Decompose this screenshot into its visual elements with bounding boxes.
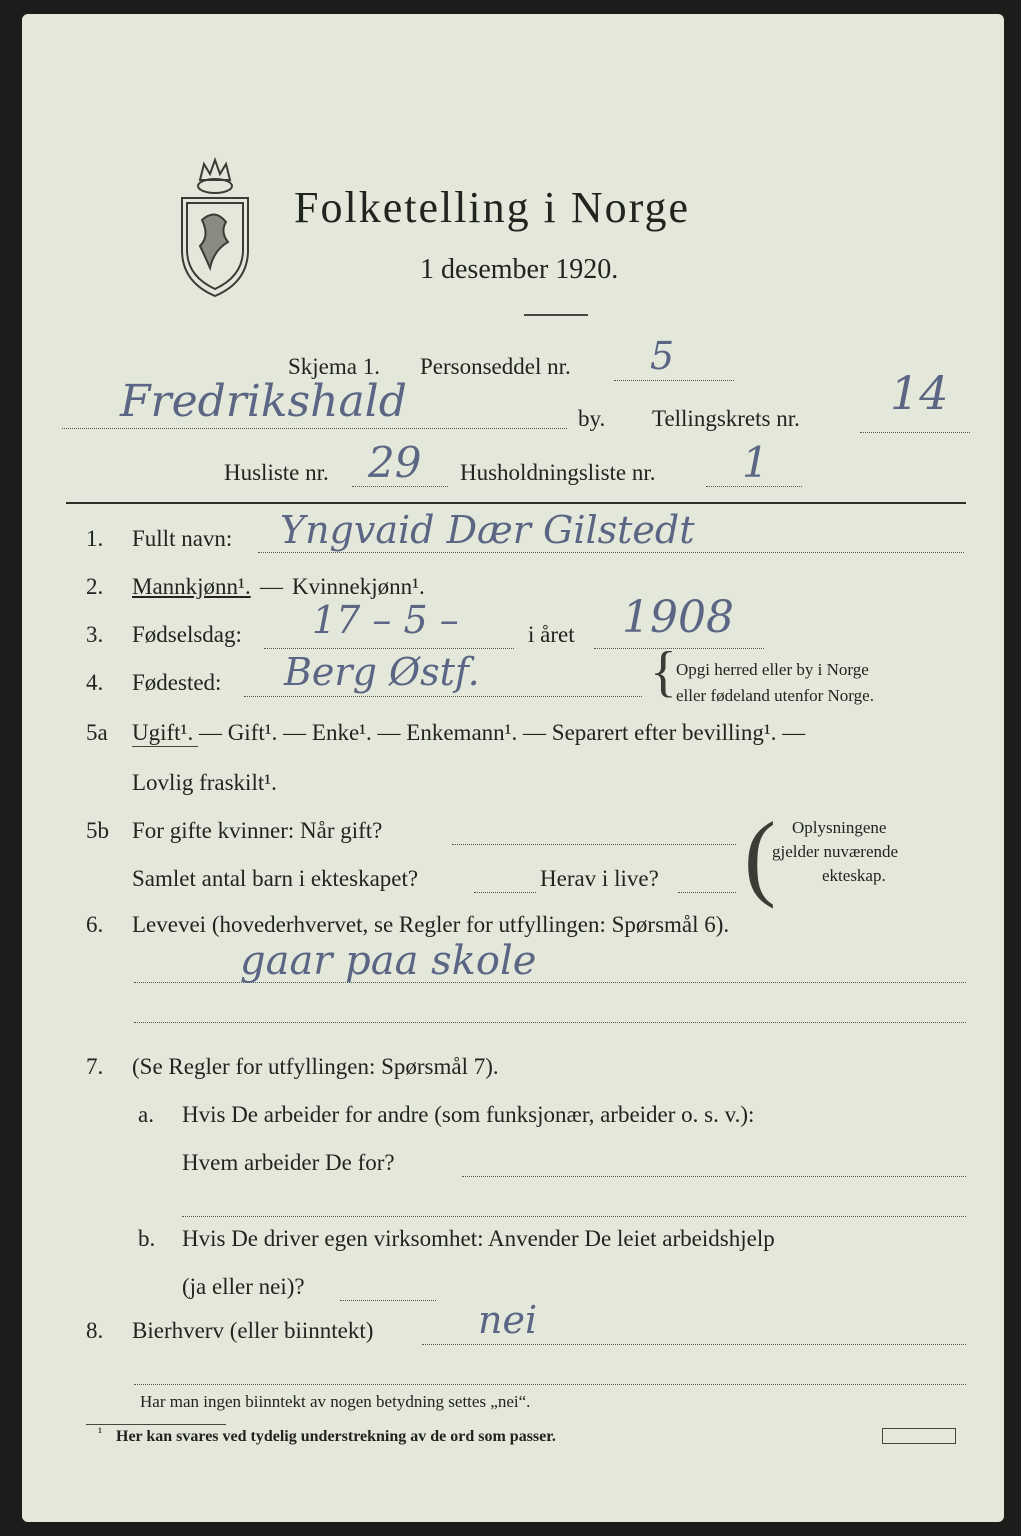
husliste-label: Husliste nr.	[224, 460, 329, 485]
q6-label: Levevei (hovederhvervet, se Regler for utfyllingen: Spørsmål 6).	[132, 912, 730, 937]
q7a-line1: Hvis De arbeider for andre (som funksjonær, arbeider o. s. v.):	[182, 1102, 755, 1127]
q8-value[interactable]: nei	[478, 1298, 538, 1342]
q2-number: 2.	[86, 574, 104, 599]
q7-label: (Se Regler for utfyllingen: Spørsmål 7).	[132, 1054, 499, 1079]
q5b-number: 5b	[86, 818, 109, 843]
q5b-note-line3: ekteskap.	[822, 866, 886, 885]
q2-kvinne[interactable]: Kvinnekjønn¹.	[292, 574, 425, 599]
personseddel-value[interactable]: 5	[650, 334, 675, 378]
q7a-line2: Hvem arbeider De for?	[182, 1150, 395, 1175]
q5b-note-line1: Oplysningene	[792, 818, 887, 837]
q5b-brace: (	[744, 802, 776, 909]
skjema-label: Skjema 1.	[288, 354, 380, 379]
q2-mann[interactable]: Mannkjønn¹.	[132, 574, 251, 599]
q7b-line[interactable]	[340, 1300, 436, 1301]
footnote-marker: ¹	[98, 1426, 103, 1441]
q7b-line1: Hvis De driver egen virksomhet: Anvender De leiet arbeidshjelp	[182, 1226, 775, 1251]
tellingskrets-value[interactable]: 14	[890, 366, 949, 420]
q3-number: 3.	[86, 622, 104, 647]
husholdningsliste-value[interactable]: 1	[742, 438, 769, 487]
husholdningsliste-label: Husholdningsliste nr.	[460, 460, 656, 485]
q7a-letter: a.	[138, 1102, 154, 1127]
q5b-herav-line	[678, 892, 736, 893]
q2-separator: —	[260, 574, 283, 599]
coat-of-arms-icon	[170, 150, 260, 300]
q3-aaret-label: i året	[528, 622, 575, 647]
q5b-line1-label: For gifte kvinner: Når gift?	[132, 818, 383, 843]
personseddel-line	[614, 380, 734, 381]
personseddel-label: Personseddel nr.	[420, 354, 571, 379]
tellingskrets-label: Tellingskrets nr.	[652, 406, 800, 431]
header-divider	[66, 502, 966, 504]
q3-line	[264, 648, 514, 649]
title-divider	[524, 314, 588, 316]
q1-number: 1.	[86, 526, 104, 551]
printer-stamp	[882, 1428, 956, 1444]
q5b-naar-gift-line	[452, 844, 736, 845]
q7a-line-extra[interactable]	[182, 1216, 966, 1217]
q3-label: Fødselsdag:	[132, 622, 242, 647]
footnote-divider	[86, 1424, 226, 1425]
tellingskrets-line	[860, 432, 970, 433]
q3-aaret-line	[594, 648, 764, 649]
q5a-line2: Lovlig fraskilt¹.	[132, 770, 277, 795]
q7-number: 7.	[86, 1054, 104, 1079]
q6-line2	[134, 1022, 966, 1023]
q8-line2	[134, 1384, 966, 1385]
q6-number: 6.	[86, 912, 104, 937]
q1-label: Fullt navn:	[132, 526, 233, 551]
q3-value[interactable]: 17 – 5 –	[312, 598, 459, 642]
by-label: by.	[578, 406, 606, 431]
q5a-ugift-underline	[132, 746, 198, 747]
q4-number: 4.	[86, 670, 104, 695]
q4-line	[244, 696, 642, 697]
husliste-value[interactable]: 29	[368, 438, 422, 487]
q4-note-line1: Opgi herred eller by i Norge	[676, 660, 869, 679]
by-value[interactable]: Fredrikshald	[120, 376, 407, 427]
q5b-line2-label: Samlet antal barn i ekteskapet?	[132, 866, 419, 891]
q5a-line1: Ugift¹. — Gift¹. — Enke¹. — Enkemann¹. — Separert efter bevilling¹. —	[132, 720, 806, 745]
q5b-herav-label: Herav i live?	[540, 866, 659, 891]
footer-note: Har man ingen biinntekt av nogen betydning settes „nei“.	[140, 1392, 531, 1411]
footnote-text: Her kan svares ved tydelig understrekning av de ord som passer.	[116, 1428, 556, 1445]
by-line	[62, 428, 567, 429]
form-title: Folketelling i Norge	[294, 183, 691, 232]
q1-value[interactable]: Yngvaid Dær Gilstedt	[280, 508, 695, 552]
q3-aaret-value[interactable]: 1908	[622, 592, 734, 643]
q6-value[interactable]: gaar paa skole	[240, 938, 537, 984]
q4-brace: {	[650, 641, 677, 703]
q4-value[interactable]: Berg Østf.	[284, 650, 480, 694]
q4-note-line2: eller fødeland utenfor Norge.	[676, 686, 874, 705]
q1-line	[258, 552, 964, 553]
q8-number: 8.	[86, 1318, 104, 1343]
q7b-letter: b.	[138, 1226, 156, 1251]
q7b-line2: (ja eller nei)?	[182, 1274, 305, 1299]
census-form-page	[22, 14, 1004, 1522]
q4-label: Fødested:	[132, 670, 222, 695]
q5b-barn-line	[474, 892, 536, 893]
q7a-line[interactable]	[462, 1176, 966, 1177]
q8-label: Bierhverv (eller biinntekt)	[132, 1318, 374, 1343]
q5a-number: 5a	[86, 720, 108, 745]
q5b-note-line2: gjelder nuværende	[772, 842, 899, 861]
form-subtitle: 1 desember 1920.	[420, 254, 619, 285]
q8-line	[422, 1344, 966, 1345]
